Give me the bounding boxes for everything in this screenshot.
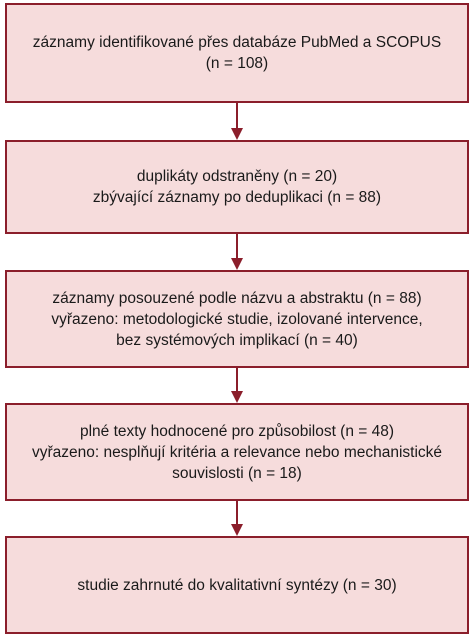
identification-line-1: záznamy identifikované přes databáze PubMed a SCOPUS [32,34,442,51]
included-line-1: studie zahrnuté do kvalitativní syntézy (n = 30) [77,576,397,594]
identification-line-2: (n = 108) [205,55,269,72]
eligibility-line-2: vyřazeno: nesplňují kritéria a relevance nebo mechanistické [31,443,443,461]
screening-line-3: bez systémových implikací (n = 40) [116,331,358,349]
eligibility-line-3: souvislosti (n = 18) [172,464,302,482]
screening-line-1: záznamy posouzené podle názvu a abstraktu (n = 88) [52,289,422,307]
flow-box-included [5,536,469,634]
flow-arrow-2 [228,234,246,270]
flow-arrow-4 [228,501,246,536]
deduplication-line-1: duplikáty odstraněny (n = 20) [136,168,338,185]
screening-line-2: vyřazeno: metodologické studie, izolované intervence, [51,310,423,328]
eligibility-line-1: plné texty hodnocené pro způsobilost (n = 48) [79,422,395,440]
deduplication-line-2: zbývající záznamy po deduplikaci (n = 88) [92,189,382,206]
flow-box-screening [5,270,469,368]
flow-box-identification [5,3,469,103]
flow-box-eligibility [5,403,469,501]
flow-box-deduplication [5,140,469,234]
flow-arrow-1 [228,103,246,140]
flow-arrow-3 [228,368,246,403]
